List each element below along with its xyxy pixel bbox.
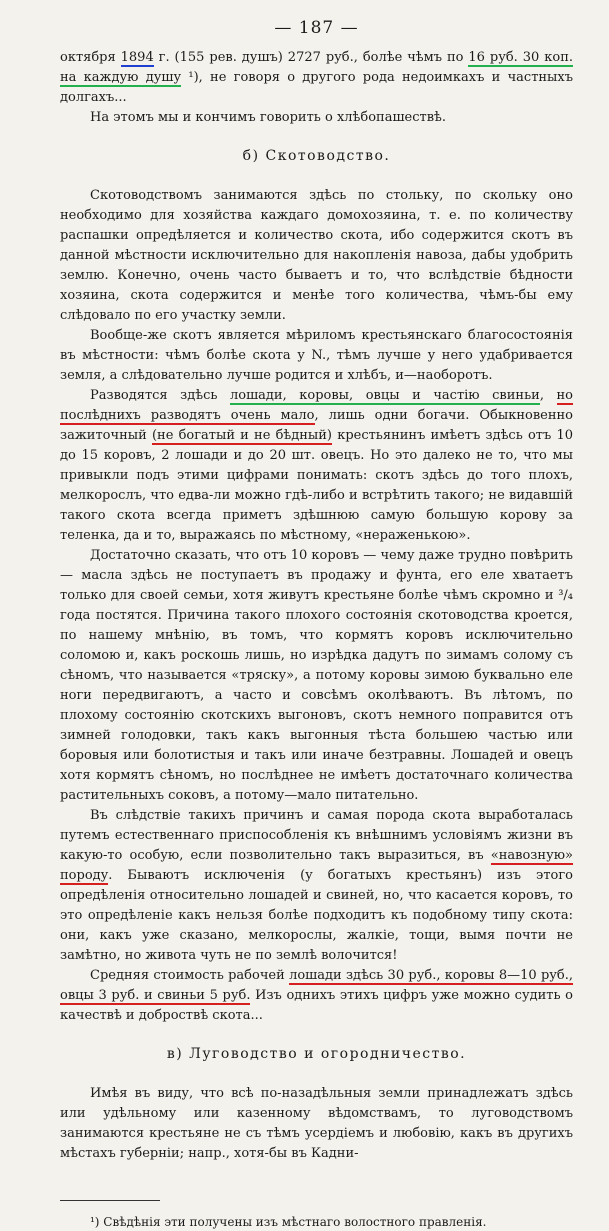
p5-text-a: Въ слѣдствіе такихъ причинъ и самая порода скота выработалась путемъ естественнаго приспособленія къ внѣшнимъ условіямъ жизни въ какую-то особую, если позволительно такъ выразиться, въ (60, 808, 573, 863)
intro-text-1: октября (60, 50, 121, 65)
manure-breed-highlight: «навозную» породу (60, 848, 573, 883)
livestock-types-highlight: лошади, коровы, овцы и частію свиньи (230, 388, 540, 403)
paragraph-5 (60, 806, 573, 966)
pigs-rare-highlight: но послѣднихъ разводятъ очень мало (60, 388, 574, 423)
intro-closing: На этомъ мы и кончимъ говорить о хлѣбопашествѣ. (90, 110, 446, 125)
intro-paragraph (60, 48, 573, 108)
prices-highlight: лошади здѣсь 30 руб., коровы 8—10 руб., овцы 3 руб. и свиньи 5 руб. (60, 968, 574, 1003)
paragraph-1: Скотоводствомъ занимаются здѣсь по стольку, по скольку оно необходимо для хозяйства каждаго домохозяина, т. е. по количеству распашки опредѣляется и количество скота, ибо содержится скотъ въ данной мѣстности исключительно для накопленія навоза, дабы удобрить землю. Конечно, очень часто бываетъ и то, что вслѣдствіе бѣдности хозяина, скота содержится и менѣе того количества, чѣмъ-бы ему слѣдовало по его участку земли. (60, 188, 573, 323)
footnote-divider (60, 1200, 160, 1201)
paragraph-7: Имѣя въ виду, что всѣ по-назадѣльныя земли принадлежатъ здѣсь или удѣльному или казенному вѣдомствамъ, то луговодствомъ занимаются крестьяне не съ тѣмъ усердіемъ и любовію, какъ въ другихъ мѣстахъ губерніи; напр., хотя-бы въ Кадни- (60, 1086, 573, 1161)
p3-text-c: , (539, 388, 557, 403)
p6-text-c: Изъ однихъ этихъ цифръ уже можно судить о качествѣ и доброствѣ скота... (60, 988, 574, 1023)
section-title-meadows: в) Луговодство и огородничество. (166, 1046, 467, 1062)
middle-peasant-highlight: (не богатый и не бѣдный) (151, 428, 332, 443)
p6-text-a: Средняя стоимость рабочей (90, 968, 290, 983)
paragraph-6 (60, 966, 573, 1026)
intro-text-2: г. (155 рев. душъ) 2727 руб., болѣе чѣмъ по (153, 50, 469, 65)
section-title-livestock: б) Скотоводство. (242, 148, 391, 164)
p3-text-e: , лишь одни богачи. Обыкновенно зажиточный (60, 408, 574, 443)
paragraph-3 (60, 386, 573, 546)
intro-text-3: ¹), не говоря о другого рода недоимкахъ и частныхъ долгахъ... (60, 70, 574, 105)
amount-highlight: 16 руб. 30 коп. на каждую душу (60, 50, 573, 85)
p5-text-c: . Бываютъ исключенія (у богатыхъ крестьянъ) изъ этого опредѣленія относительно лошадей и свиней, но, что касается коровъ, то это опредѣленіе какъ нельзя болѣе подходитъ къ подобному типу скота: они, какъ уже сказано, мелкорослы, жалкіе, тощи, вымя почти не замѣтно, но живота чуть не по землѣ волочится! (60, 868, 573, 963)
paragraph-4: Достаточно сказать, что отъ 10 коровъ — чему даже трудно повѣрить — масла здѣсь не поступаетъ въ продажу и фунта, его еле хватаетъ только для своей семьи, хотя живутъ крестьяне болѣе чѣмъ скромно и ³/₄ года постятся. Причина такого плохого состоянія скотоводства кроется, по нашему мнѣнію, въ томъ, что кормятъ коровъ исключительно соломою и, какъ роскошь лишь, но изрѣдка дадутъ по зимамъ солому съ сѣномъ, что называется «тряску», а потому коровы зимою буквально еле ноги передвигаютъ, а часто и совсѣмъ околѣваютъ. Въ лѣтомъ, по плохому состоянію скотскихъ выгоновъ, скотъ немного поправится отъ зимней голодовки, такъ какъ выгонныя тѣста большею частью или боровыя или болотистыя и такъ или иначе безтравны. Лошадей и овецъ хотя кормятъ сѣномъ, но послѣднее не имѣетъ достаточнаго количества растительныхъ соковъ, а потому—мало питательно. (60, 548, 573, 803)
p3-text-g: крестьянинъ имѣетъ здѣсь отъ 10 до 15 коровъ, 2 лошади и до 20 шт. овецъ. Но это далеко не то, что мы привыкли подъ этими цифрами понимать: скотъ здѣсь до того плохъ, мелкорослъ, что едва-ли можно гдѣ-либо и встрѣтить такого; не видавшій такого скота всегда приметъ здѣшнюю самую большую корову за теленка, да и то, выражаясь по мѣстному, «нераженькою». (60, 428, 573, 543)
paragraph-2: Вообще-же скотъ является мѣриломъ крестьянскаго благосостоянія въ мѣстности: чѣмъ болѣе скота у N., тѣмъ лучше у него удабривается земля, а слѣдовательно лучше родится и хлѣбъ, и—наоборотъ. (60, 328, 573, 383)
page-number: — 187 — (274, 18, 359, 38)
p3-text-a: Разводятся здѣсь (90, 388, 230, 403)
year-highlight: 1894 (120, 50, 154, 65)
footnote: ¹) Свѣдѣнія эти получены изъ мѣстнаго волостного правленія. (90, 1215, 487, 1229)
